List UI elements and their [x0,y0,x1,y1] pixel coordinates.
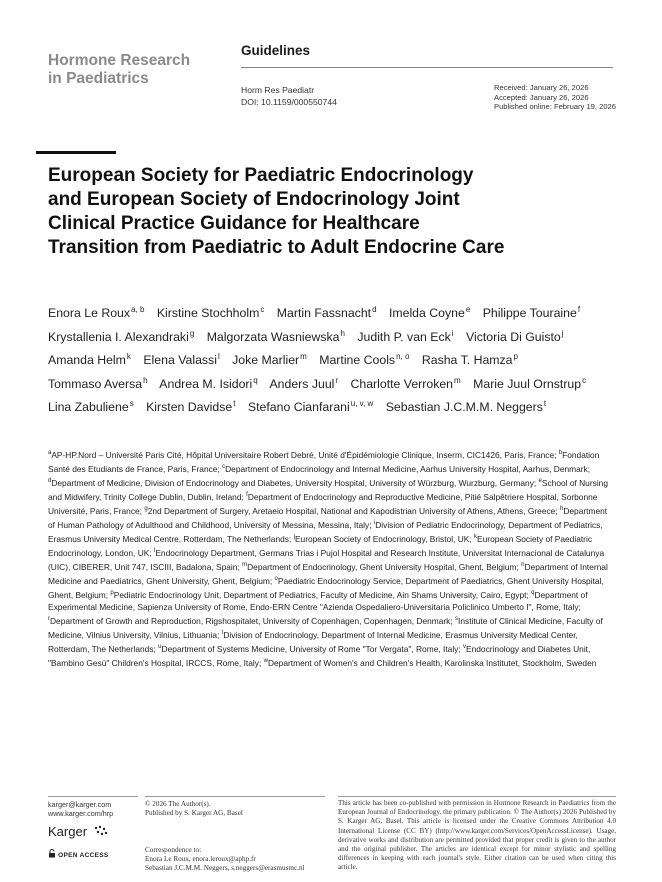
author-affiliation-marker: j [561,328,564,338]
karger-mark-icon [93,825,109,837]
author-name: Philippe Touraine [482,306,577,321]
author-name: Sebastian J.C.M.M. Neggers [385,400,543,415]
author [48,377,148,391]
author-name: Lina Zabuliene [48,400,129,415]
author [248,400,373,414]
author-affiliation-marker: r [335,375,339,385]
author-affiliation-marker: h [143,375,148,385]
affiliation-text: Endocrinology Department, Germans Trias i Pujol Hospital and Research Institute, Universitat Internacional de Catalunya (UIC), CIBERER, Unit 747, ISCIII, Badalona, Spain; [48,547,605,572]
author-affiliation-marker: a, b [131,305,145,314]
author-name: Krystallenia I. Alexandraki [48,329,189,344]
affiliation-marker: h [560,506,564,512]
affiliation-marker: f [246,492,248,498]
affiliation-text: Department of Endocrinology and Internal Medicine, Aarhus University Hospital, Aarhus, Denmark; [225,463,591,474]
author [207,330,345,344]
author-affiliation-marker: e [465,305,471,314]
affiliation-marker: n [521,562,525,568]
author-affiliation-marker: t [233,399,236,408]
citation-block [241,84,337,108]
author-affiliation-marker: h [340,328,345,338]
affiliation-text: Department of Human Pathology of Adulthood and Childhood, University of Messina, Messina, Italy; [48,505,608,530]
author [357,330,453,344]
author-affiliation-marker: f [577,305,581,314]
correspondence-block [145,846,305,874]
affiliation-marker: q [531,590,535,596]
footer-divider-right [338,796,616,797]
journal-title-line1: Hormone Research [48,52,191,69]
author-affiliation-marker: n, o [396,352,410,361]
affiliation-marker: i [373,520,376,526]
author-name: Anders Juul [269,376,335,391]
article-title: European Society for Paediatric Endocrinology and European Society of Endocrinology Joint Clinical Practice Guidance for Healthcare Transition from Paediatric to Adult Endocrine Care [48,165,505,258]
author [319,353,409,367]
publisher-contact [48,800,113,819]
affiliation-text: Pediatric Endocrinology Unit, Department of Pediatrics, Faculty of Medicine, Ain Shams University, Cairo, Egypt; [113,589,532,600]
affiliation-marker: g [144,506,148,512]
author-affiliation-marker: c [582,375,587,385]
affiliation-text: Department of Internal Medicine and Paediatrics, Ghent University, Ghent, Belgium; [48,561,608,586]
received-date: Received: January 26, 2026 [494,83,589,92]
affiliation-marker: d [48,478,52,484]
author [386,400,546,414]
journal-title-line2: in Paediatrics [48,70,149,87]
correspondence-label: Correspondence to: [145,846,202,854]
affiliation-text: Department of Growth and Reproduction, Rigshospitalet, University of Copenhagen, Copenhagen, Denmark; [50,616,456,626]
author-affiliation-marker: c [260,305,265,314]
publisher-email[interactable]: karger@karger.com [48,800,112,809]
author [232,353,307,367]
correspondence-1: Enora Le Roux, enora.leroux@aphp.fr [145,855,256,864]
published-by: Published by S. Karger AG, Basel [145,809,243,818]
footer-divider-middle [145,796,325,797]
affiliation-marker: v [463,644,467,651]
affiliation-text: School of Nursing and Midwifery, Trinity College Dublin, Dublin, Ireland; [48,477,608,502]
author [146,400,235,414]
affiliation-marker: a [48,450,52,456]
author [350,377,460,391]
header-divider [241,67,613,68]
affiliation-marker: r [48,616,50,623]
author [389,306,470,320]
affiliation-text: Department of Endocrinology and Reproductive Medicine, Pitié Salpêtriere Hospital, Sorbonne Université, Paris, France; [48,491,598,516]
affiliation-text: Division of Endocrinology, Department of Internal Medicine, Erasmus University Medical Center, Rotterdam, The Netherlands; [48,630,578,654]
affiliation-marker: p [110,590,114,596]
affiliation-text: Fondation Santé des Etudiants de France, Paris, France; [48,449,600,474]
journal-title [48,52,218,88]
author [422,353,518,367]
author [483,306,580,320]
affiliation-text: Division of Pediatric Endocrinology, Department of Pediatrics, Erasmus University Medical Centre, Rotterdam, The Netherlands; [48,519,603,544]
copyright: © 2026 The Author(s). [145,800,211,808]
affiliation-marker: t [221,630,224,637]
dates-block [494,83,616,112]
author-name: Joke Marlier [232,353,300,368]
author-name: Malgorzata Wasniewska [206,329,340,344]
author-name: Martin Fassnacht [276,306,372,321]
affiliation-text: Paediatric Endocrinology Service, Department of Paediatrics, Ghent University Hospital, Ghent, Belgium; [48,575,604,600]
author [48,330,194,344]
affiliation-marker: m [242,562,248,568]
affiliation-marker: c [222,464,226,470]
title-accent-bar [36,151,116,154]
affiliation-text: 2nd Department of Surgery, Aretaeio Hospital, National and Kapodistrian University of Athens, Athens, Greece; [147,505,560,516]
author-affiliation-marker: t [543,399,547,408]
author-list [48,300,608,418]
affiliation-text: European Society of Endocrinology, Bristol, UK; [294,533,475,544]
author-name: Marie Juul Ornstrup [473,376,582,391]
author [48,306,144,320]
affiliation-marker: l [154,548,156,554]
affiliation-text: Endocrinology and Diabetes Unit, "Bambino Gesù" Children's Hospital, IRCCS, Rome, Italy; [48,644,591,668]
karger-logo [48,824,109,839]
karger-logo-text: Karger [48,824,88,839]
affiliation-text: AP-HP.Nord – Université Paris Cité, Hôpital Universitaire Robert Debré, Unité d'Épidémiologie Clinique, Inserm, CIC1426, Paris, France; [51,449,559,460]
author-name: Stefano Cianfarani [247,400,350,415]
footer-divider-left [48,796,138,797]
author [143,353,219,367]
affiliation-text: Institute of Clinical Medicine, Faculty of Medicine, Vilnius University, Vilnius, Lithuania; [48,616,603,640]
open-access-badge [48,849,108,859]
section-label: Guidelines [241,43,311,58]
author [48,400,134,414]
author-affiliation-marker: i [451,328,454,338]
affiliations [48,447,610,669]
author-affiliation-marker: m [454,375,461,385]
author-affiliation-marker: g [189,328,195,338]
author [269,377,338,391]
author-name: Enora Le Roux [48,306,131,321]
publisher-website[interactable]: www.karger.com/hrp [48,809,114,819]
license-statement: This article has been co-published with permission in Hormone Research in Paediatrics from the European Journal of Endocrinology, the primary publication. © The Author(s) 2026 Published by S. Karger AG, Basel. This article is licensed under the Creative Commons Attribution 4.0 International License (CC BY) (http://www.karger.com/Services/OpenAccessLicense). Usage, derivative works and distribution are permitted provided that proper credit is given to the author and the original publisher. The articles are identical except for minor stylistic and spelling differences in keeping with each journal's style. Either citation can be used when citing this article. [338,799,616,872]
author [159,377,257,391]
open-lock-icon [48,849,56,858]
author [466,330,564,344]
author [277,306,377,320]
author-name: Tommaso Aversa [48,376,143,391]
affiliation-marker: s [455,616,459,623]
affiliation-marker: j [293,534,295,540]
author-name: Kirstine Stochholm [156,306,260,321]
affiliation-text: Department of Experimental Medicine, Sapienza University of Rome, Endo-ERN Centre "Azienda Ospedaliero-Universitaria Policlinico Umberto I", Rome, Italy; [48,589,588,612]
affiliation-text: European Society of Paediatric Endocrinology, London, UK; [48,533,593,558]
author-affiliation-marker: m [300,352,307,361]
published-date: Published online: February 19, 2026 [494,102,617,112]
author-name: Judith P. van Eck [357,329,451,344]
author-name: Andrea M. Isidori [159,376,253,391]
author-name: Victoria Di Guisto [466,329,561,344]
affiliation-marker: o [274,576,278,582]
author-name: Rasha T. Hamza [421,353,513,368]
copyright-block [145,800,243,818]
affiliation-text: Department of Women's and Children's Health, Karolinska Institutet, Stockholm, Sweden [267,658,597,668]
author-affiliation-marker: d [372,305,377,314]
open-access-label: OPEN ACCESS [58,852,109,859]
author [48,353,131,367]
doi[interactable]: DOI: 10.1159/000550744 [241,97,337,107]
author-affiliation-marker: s [129,399,134,408]
author-name: Martine Cools [319,353,396,368]
affiliation-marker: w [263,658,268,665]
author-affiliation-marker: l [217,352,220,361]
affiliation-marker: e [538,478,542,484]
author [473,377,586,391]
author-name: Imelda Coyne [388,306,465,321]
affiliation-text: Department of Medicine, Division of Endocrinology and Diabetes, University Hospital, University of Würzburg, Wurzburg, Germany; [51,477,539,488]
affiliation-text: Department of Systems Medicine, University of Rome "Tor Vergata", Rome, Italy; [161,644,464,654]
author-name: Elena Valassi [143,353,217,368]
affiliation-marker: b [558,450,563,456]
correspondence-2: Sebastian J.C.M.M. Neggers, s.neggers@erasmusmc.nl [145,864,305,873]
author-affiliation-marker: q [253,375,258,385]
author-name: Amanda Helm [48,353,126,368]
author-affiliation-marker: k [126,352,131,361]
accepted-date: Accepted: January 26, 2026 [494,92,589,102]
author [157,306,265,320]
author-affiliation-marker: u, v, w [350,399,374,408]
author-affiliation-marker: p [513,352,518,361]
journal-abbrev: Horm Res Paediatr [241,85,315,95]
affiliation-text: Department of Endocrinology, Ghent University Hospital, Ghent, Belgium; [247,561,522,572]
author-name: Kirsten Davidse [146,400,233,415]
author-name: Charlotte Verroken [350,376,454,391]
affiliation-marker: k [474,534,478,540]
affiliation-marker: u [158,644,162,651]
